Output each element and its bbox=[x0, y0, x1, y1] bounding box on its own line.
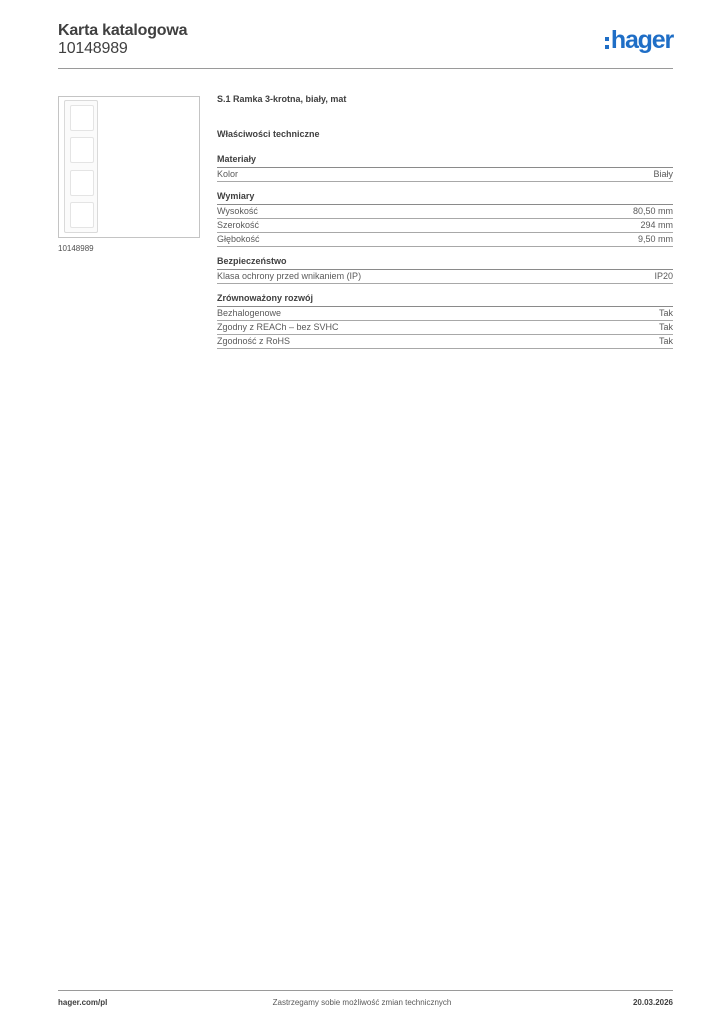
spec-value: IP20 bbox=[654, 271, 673, 281]
spec-row bbox=[217, 219, 673, 233]
spec-label: Zgodność z RoHS bbox=[217, 336, 291, 346]
frame-slot bbox=[70, 170, 94, 196]
spec-value: 294 mm bbox=[640, 220, 673, 230]
spec-value: Tak bbox=[658, 308, 673, 318]
spec-row bbox=[217, 205, 673, 219]
section-title: Bezpieczeństwo bbox=[217, 256, 673, 270]
footer-divider bbox=[58, 990, 673, 991]
footer-website-link[interactable]: hager.com/pl bbox=[58, 998, 108, 1007]
logo-colon-icon bbox=[605, 37, 609, 49]
spec-row bbox=[217, 233, 673, 247]
logo-text: hager bbox=[610, 26, 673, 54]
footer-disclaimer: Zastrzegamy sobie możliwość zmian technicznych bbox=[272, 998, 452, 1007]
spec-row bbox=[217, 270, 673, 284]
section-title: Zrównoważony rozwój bbox=[217, 293, 673, 307]
spec-value: 9,50 mm bbox=[637, 234, 673, 244]
spec-label: Klasa ochrony przed wnikaniem (IP) bbox=[217, 271, 362, 281]
section-title: Wymiary bbox=[217, 191, 673, 205]
document-title: Karta katalogowa bbox=[58, 22, 188, 39]
section-title: Materiały bbox=[217, 154, 673, 168]
spec-label: Wysokość bbox=[217, 206, 258, 216]
spec-row bbox=[217, 307, 673, 321]
spec-label: Zgodny z REACh – bez SVHC bbox=[217, 322, 339, 332]
frame-slot bbox=[70, 202, 94, 228]
spec-content bbox=[217, 94, 673, 358]
hager-logo bbox=[605, 28, 673, 58]
header-divider bbox=[58, 68, 673, 69]
spec-label: Kolor bbox=[217, 169, 239, 179]
spec-value: Biały bbox=[653, 169, 673, 179]
product-name: S.1 Ramka 3-krotna, biały, mat bbox=[217, 94, 347, 104]
spec-label: Głębokość bbox=[217, 234, 260, 244]
section-dimensions bbox=[217, 191, 673, 247]
product-image bbox=[58, 96, 200, 238]
frame-slot bbox=[70, 137, 94, 163]
frame-illustration bbox=[64, 100, 98, 233]
spec-value: Tak bbox=[658, 322, 673, 332]
image-caption: 10148989 bbox=[58, 244, 94, 253]
footer-date: 20.03.2026 bbox=[632, 998, 673, 1007]
spec-row bbox=[217, 335, 673, 349]
technical-properties-heading: Właściwości techniczne bbox=[217, 129, 320, 139]
document-number: 10148989 bbox=[58, 40, 128, 57]
frame-slot bbox=[70, 105, 94, 131]
section-safety bbox=[217, 256, 673, 284]
spec-row bbox=[217, 168, 673, 182]
spec-label: Szerokość bbox=[217, 220, 260, 230]
spec-value: Tak bbox=[658, 336, 673, 346]
spec-value: 80,50 mm bbox=[632, 206, 673, 216]
page-header bbox=[58, 20, 673, 70]
section-materials bbox=[217, 154, 673, 182]
section-sustainability bbox=[217, 293, 673, 349]
spec-row bbox=[217, 321, 673, 335]
spec-label: Bezhalogenowe bbox=[217, 308, 282, 318]
